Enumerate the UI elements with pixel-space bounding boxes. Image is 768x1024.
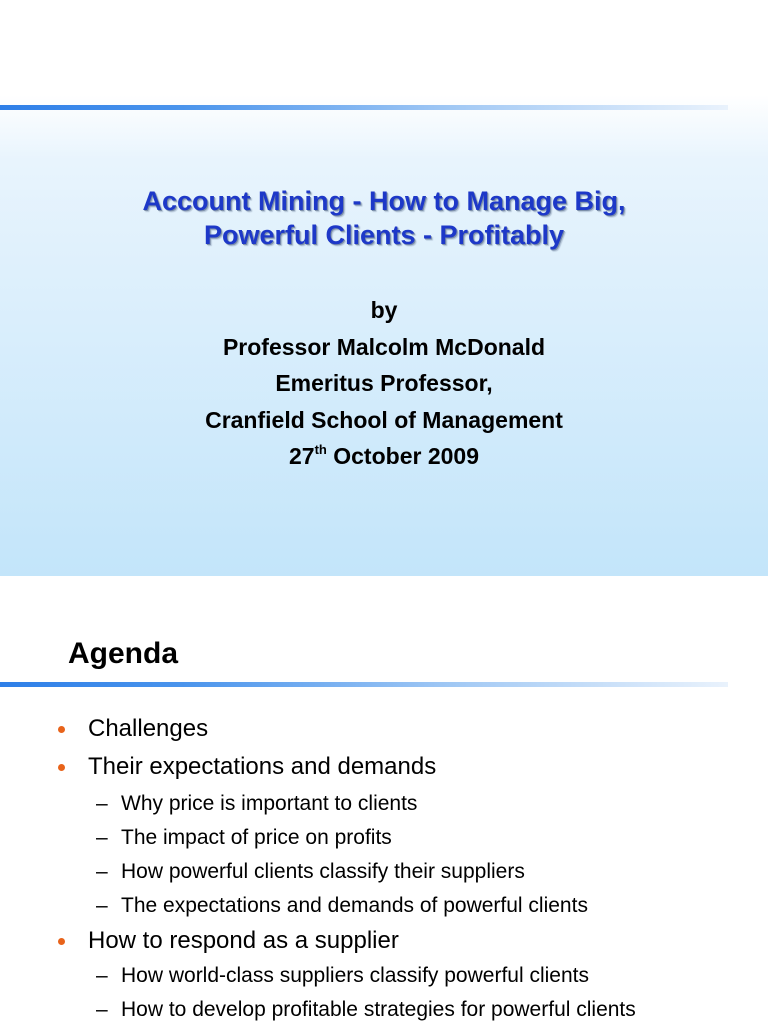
- sub-list-item: [96, 858, 525, 886]
- author-institution: Cranfield School of Management: [205, 406, 563, 433]
- dash-icon: –: [96, 894, 108, 917]
- sub-list-item-label: How world-class suppliers classify powerful clients: [121, 964, 589, 987]
- sub-list-item: [96, 824, 392, 852]
- sub-list-item-label: The impact of price on profits: [121, 826, 392, 849]
- title-line-1: Account Mining - How to Manage Big,: [142, 186, 626, 216]
- sub-list-item-label: How to develop profitable strategies for powerful clients: [121, 998, 636, 1021]
- list-item: [88, 752, 436, 782]
- date-suffix: th: [314, 442, 327, 458]
- header-rule: [0, 682, 728, 687]
- date-rest: October 2009: [326, 443, 479, 469]
- agenda-heading: Agenda: [68, 637, 179, 670]
- presentation-date: [0, 438, 768, 475]
- bullet-icon: [58, 752, 66, 782]
- dash-icon: –: [96, 860, 108, 883]
- list-item-label: Their expectations and demands: [88, 753, 437, 780]
- byline: [0, 292, 768, 475]
- dash-icon: –: [96, 826, 108, 849]
- dash-icon: –: [96, 792, 108, 815]
- dash-icon: –: [96, 964, 108, 987]
- date-day: 27: [288, 443, 315, 469]
- sub-list-item-label: The expectations and demands of powerful clients: [121, 894, 588, 917]
- list-item: [88, 714, 208, 744]
- list-item: [88, 926, 399, 956]
- title-line-2: Powerful Clients - Profitably: [203, 220, 565, 250]
- list-item-label: How to respond as a supplier: [88, 927, 399, 954]
- bullet-icon: [58, 714, 66, 744]
- agenda-slide: [0, 584, 768, 1024]
- list-item-label: Challenges: [88, 715, 209, 742]
- sub-list-item: [96, 790, 418, 818]
- sub-list-item: [96, 996, 636, 1024]
- sub-list-item: [96, 962, 589, 990]
- by-label: by: [370, 297, 398, 323]
- slide-gap: [0, 576, 768, 584]
- sub-list-item: [96, 892, 588, 920]
- dash-icon: –: [96, 998, 108, 1021]
- author-name: Professor Malcolm McDonald: [222, 333, 546, 360]
- bullet-icon: [58, 926, 66, 956]
- header-rule: [0, 105, 728, 110]
- author-position: Emeritus Professor,: [275, 370, 493, 396]
- presentation-title: [0, 184, 768, 252]
- sub-list-item-label: Why price is important to clients: [121, 792, 418, 815]
- sub-list-item-label: How powerful clients classify their suppliers: [121, 860, 525, 883]
